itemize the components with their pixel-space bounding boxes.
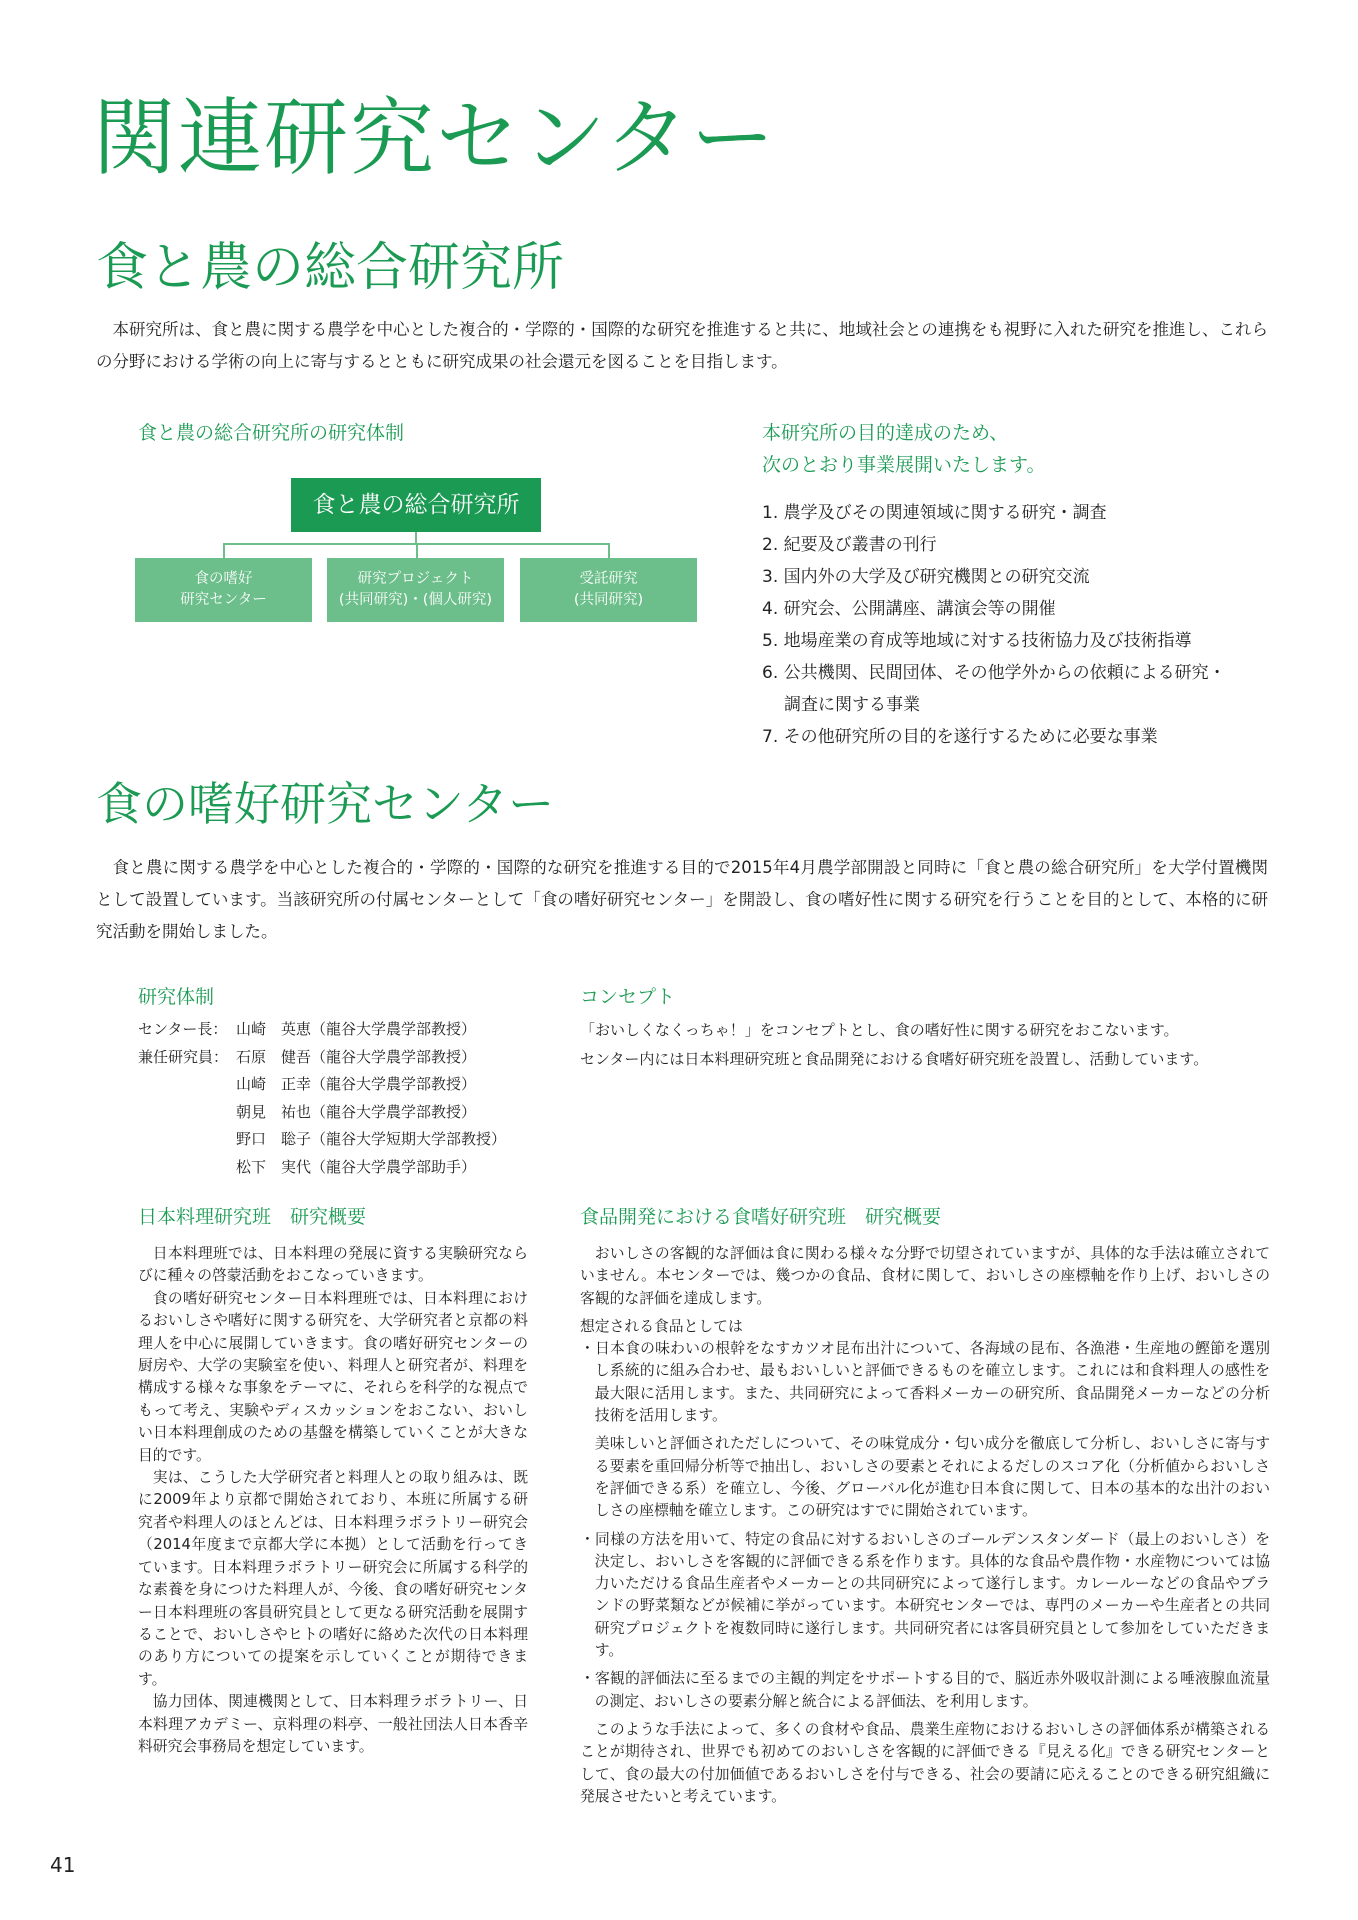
member-name: 朝見 祐也（龍谷大学農学部教授） — [236, 1102, 477, 1121]
page-number: 41 — [50, 1853, 76, 1877]
member-role — [138, 1126, 236, 1154]
body-paragraph: 実は、こうした大学研究者と料理人との取り組みは、既に2009年より京都で開始されており、本班に所属する研究者や料理人のほとんどは、日本料理ラボラトリー研究会（2014年度まで京都大学に本拠）として活動を行ってきています。日本料理ラボラトリー研究会に所属する科学的な素養を身につけた料理人が、今後、食の嗜好研究センター日本料理班の客員研究員として更なる研究活動を展開することで、おいしさやヒトの嗜好に絡めた次代の日本料理のあり方についての提案を示していくことが期待できます。 — [138, 1469, 528, 1688]
institute-title: 食と農の総合研究所 — [96, 238, 565, 298]
body-paragraph: 協力団体、関連機関として、日本料理ラボラトリー、日本料理アカデミー、京料理の料亭、一般社団法人日本香辛料研究会事務局を想定しています。 — [138, 1693, 528, 1755]
institute-intro: 本研究所は、食と農に関する農学を中心とした複合的・学際的・国際的な研究を推進すると共に、地域社会との連携をも視野に入れた研究を推進し、これらの分野における学術の向上に寄与するとともに研究成果の社会還元を図ることを目指します。 — [96, 320, 1268, 371]
org-chart-heading: 食と農の総合研究所の研究体制 — [138, 422, 405, 444]
food-bullet-sub: 美味しいと評価されただしについて、その味覚成分・匂い成分を徹底して分析し、おいしさに寄与する要素を重回帰分析等で抽出し、おいしさの要素とそれによるだしのスコア化（分析値からおいしさを評価できる系）を確立し、今後、グローバル化が進む日本食に関して、日本の基本的な出汁のおいしさの座標軸を確立します。この研究はすでに開始されています。 — [594, 1435, 1270, 1520]
member-role — [138, 1099, 236, 1127]
page-title: 関連研究センター — [92, 89, 777, 187]
org-connector-right — [608, 543, 610, 558]
org-branch-research-project — [327, 558, 504, 622]
center-intro: 食と農に関する農学を中心とした複合的・学際的・国際的な研究を推進する目的で2015年4月農学部開設と同時に「食と農の総合研究所」を大学付置機関として設置しています。当該研究所の付属センターとして「食の嗜好研究センター」を開設し、食の嗜好性に関する研究を行うことを目的として、本格的に研究活動を開始しました。 — [96, 858, 1268, 941]
member-role: 兼任研究員： — [138, 1047, 229, 1066]
member-row — [138, 1154, 506, 1182]
member-role — [138, 1154, 236, 1182]
body-paragraph: 日本料理班では、日本料理の発展に資する実験研究ならびに種々の啓蒙活動をおこなっていきます。 — [138, 1245, 528, 1285]
member-list — [138, 1016, 506, 1181]
member-row — [138, 1126, 506, 1154]
member-name: 野口 聡子（龍谷大学短期大学部教授） — [236, 1130, 507, 1148]
objective-item: 2. 紀要及び叢書の刊行 — [762, 535, 937, 555]
member-role: センター長： — [138, 1020, 228, 1038]
org-branch-contract-research — [520, 558, 697, 622]
objective-item: 7. その他研究所の目的を遂行するために必要な事業 — [762, 727, 1158, 747]
food-dev-intro: おいしさの客観的な評価は食に関わる様々な分野で切望されていますが、具体的な手法は確立されていません。本センターでは、幾つかの食品、食材に関して、おいしさの座標軸を作り上げ、おいしさの客観的な評価を達成します。 — [580, 1245, 1270, 1307]
member-name: 山崎 英恵（龍谷大学農学部教授） — [236, 1020, 477, 1038]
member-row — [138, 1099, 506, 1127]
objective-item: 4. 研究会、公開講座、講演会等の開催 — [762, 599, 1056, 619]
org-branch-label: 研究センター — [180, 592, 267, 608]
org-chart-top-box: 食と農の総合研究所 — [291, 478, 541, 532]
concept-line: 「おいしくなくっちゃ！」をコンセプトとし、食の嗜好性に関する研究をおこないます。 — [580, 1021, 1179, 1039]
objective-item-continuation: 調査に関する事業 — [784, 695, 920, 715]
org-branch-label: 研究プロジェクト — [357, 571, 474, 587]
org-branch-label: 食の嗜好 — [194, 571, 253, 587]
org-branch-label: (共同研究) — [573, 592, 644, 608]
objective-item: 3. 国内外の大学及び研究機関との研究交流 — [762, 567, 1090, 587]
food-bullet: ・日本食の味わいの根幹をなすカツオ昆布出汁について、各海域の昆布、各漁港・生産地の鰹節を選別し系統的に組み合わせ、最もおいしいと評価できるものを確立します。これには和食料理人の感性を最大限に活用します。また、共同研究によって香料メーカーの研究所、食品開発メーカーなどの分析技術を活用します。 — [580, 1340, 1270, 1425]
objective-item: 1. 農学及びその関連領域に関する研究・調査 — [762, 503, 1107, 523]
objective-item: 6. 公共機関、民間団体、その他学外からの依頼による研究・ — [762, 663, 1226, 683]
member-name: 石原 健吾（龍谷大学農学部教授） — [236, 1047, 477, 1066]
member-row — [138, 1016, 506, 1044]
food-dev-heading: 食品開発における食嗜好研究班 研究概要 — [580, 1206, 942, 1228]
concept-heading: コンセプト — [580, 986, 676, 1008]
member-row — [138, 1044, 506, 1072]
org-branch-preference-center — [135, 558, 312, 622]
member-name: 山崎 正幸（龍谷大学農学部教授） — [236, 1075, 477, 1093]
org-connector-middle — [416, 543, 418, 558]
org-branch-label: (共同研究)・(個人研究) — [338, 592, 493, 608]
foods-label: 想定される食品としては — [580, 1317, 743, 1335]
center-title: 食の嗜好研究センター — [96, 777, 555, 831]
concept-body — [580, 1016, 1280, 1074]
system-heading: 研究体制 — [138, 986, 215, 1008]
objectives-heading-line1: 本研究所の目的達成のため、 — [762, 422, 1009, 444]
member-name: 松下 実代（龍谷大学農学部助手） — [236, 1157, 477, 1176]
japanese-cuisine-body — [138, 1243, 528, 1758]
org-connector-left — [223, 543, 225, 558]
org-branch-label: 受託研究 — [579, 571, 638, 587]
member-role — [138, 1071, 236, 1099]
japanese-cuisine-heading: 日本料理研究班 研究概要 — [138, 1206, 367, 1228]
food-bullet: ・同様の方法を用いて、特定の食品に対するおいしさのゴールデンスタンダード（最上のおいしさ）を決定し、おいしさを客観的に評価できる系を作ります。具体的な食品や農作物・水産物については協力いただける食品生産者やメーカーとの共同研究によって遂行します。カレールーなどの食品やブランドの野菜類などが候補に挙がっています。本研究センターでは、専門のメーカーや生産者との共同研究プロジェクトを複数同時に遂行します。共同研究者には客員研究員として参加をしていただきます。 — [580, 1530, 1270, 1660]
food-dev-closing: このような手法によって、多くの食材や食品、農業生産物におけるおいしさの評価体系が構築されることが期待され、世界でも初めてのおいしさを客観的に評価できる『見える化』できる研究センターとして、食の最大の付加価値であるおいしさを付与できる、社会の要請に応えることのできる研究組織に発展させたいと考えています。 — [580, 1720, 1270, 1805]
food-bullet: ・客観的評価法に至るまでの主観的判定をサポートする目的で、脳近赤外吸収計測による唾液腺血流量の測定、おいしさの要素分解と統合による評価法、を利用します。 — [580, 1670, 1270, 1710]
concept-line: センター内には日本料理研究班と食品開発における食嗜好研究班を設置し、活動しています。 — [580, 1050, 1209, 1068]
member-row — [138, 1071, 506, 1099]
objectives-heading-line2: 次のとおり事業展開いたします。 — [762, 454, 1046, 476]
body-paragraph: 食の嗜好研究センター日本料理班では、日本料理におけるおいしさや嗜好に関する研究を、大学研究者と京都の料理人を中心に展開していきます。食の嗜好研究センターの厨房や、大学の実験室を使い、料理人と研究者が、料理を構成する様々な事象をテーマに、それらを科学的な視点でもって考え、実験やディスカッションをおこない、おいしい日本料理創成のための基盤を構築していくことが大きな目的です。 — [138, 1289, 528, 1464]
food-dev-body — [580, 1243, 1270, 1808]
objectives-list — [762, 497, 1282, 753]
objective-item: 5. 地場産業の育成等地域に対する技術協力及び技術指導 — [762, 631, 1192, 651]
